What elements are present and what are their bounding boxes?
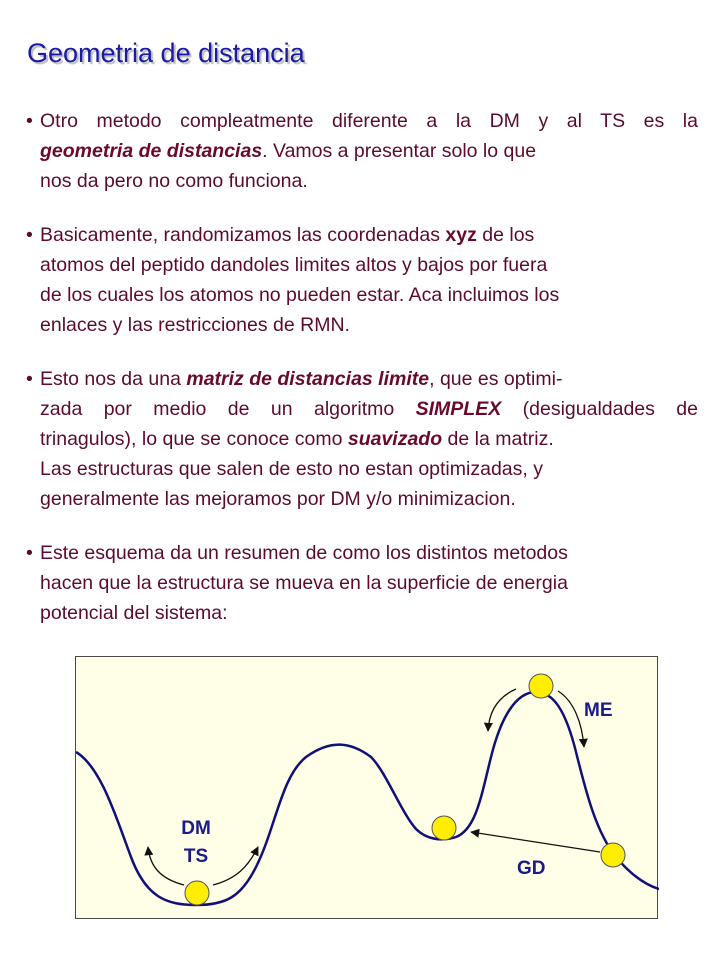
page-title: Geometria de distancia (27, 38, 305, 68)
bullet-1-line-2: . Vamos a presentar solo lo que (262, 140, 537, 162)
term-matriz: matriz de distancias limite (186, 368, 430, 390)
term-suavizado: suavizado (347, 428, 443, 450)
bullet-3-line-3a: trinagulos), lo que se conoce como (40, 428, 348, 450)
bullet-4-line-3: potencial del sistema: (40, 602, 228, 624)
label-ts: TS (183, 846, 209, 867)
ball-local-min (432, 816, 456, 840)
bullet-3-line-5: generalmente las mejoramos por DM y/o minimizacion. (40, 488, 516, 510)
energy-surface-diagram (76, 657, 659, 920)
bullet-3-line-3b: de la matriz. (442, 428, 554, 450)
bullet-3-line-1b: , que es optimi- (429, 368, 563, 390)
label-me: ME (584, 700, 613, 721)
bullet-2-line-3: de los cuales los atomos no pueden estar. Aca incluimos los (40, 284, 560, 306)
bullet-2 (26, 220, 698, 340)
bullet-dot: • (26, 542, 33, 564)
bullet-dot: • (26, 110, 33, 132)
energy-surface-figure (75, 656, 658, 919)
bullet-dot: • (26, 224, 33, 246)
term-simplex: SIMPLEX (415, 398, 502, 420)
label-gd: GD (517, 858, 546, 879)
bullet-3-line-1a: Esto nos da una (40, 368, 187, 390)
bullet-3-line-2a: zada por medio de un algoritmo (40, 398, 416, 420)
bullet-2-line-1b: de los (476, 224, 535, 246)
bullet-2-line-1a: Basicamente, randomizamos las coordenadas (40, 224, 446, 246)
ball-me (529, 674, 553, 698)
bullet-4-line-2: hacen que la estructura se mueva en la superficie de energia (40, 572, 568, 594)
arrow-me-right (558, 691, 584, 747)
label-dm-ts (170, 815, 222, 871)
bullet-2-line-2: atomos del peptido dandoles limites altos y bajos por fuera (40, 254, 548, 276)
ball-gd (601, 843, 625, 867)
bullet-3 (26, 364, 698, 514)
label-dm: DM (181, 818, 211, 839)
bullet-2-line-4: enlaces y las restricciones de RMN. (40, 314, 350, 336)
term-geometria: geometria de distancias (40, 140, 263, 162)
bullet-1-line-1: Otro metodo compleatmente diferente a la DM y al TS es la (40, 110, 698, 132)
bullet-3-line-4: Las estructuras que salen de esto no estan optimizadas, y (40, 458, 543, 480)
ball-dm (185, 881, 209, 905)
energy-curve (76, 692, 659, 905)
bullet-1-line-3: nos da pero no como funciona. (40, 170, 308, 192)
bullet-3-line-2b: (desigualdades de (522, 398, 699, 420)
arrow-gd (471, 832, 600, 852)
bullet-4-line-1: Este esquema da un resumen de como los distintos metodos (40, 542, 568, 564)
bullet-4 (26, 538, 698, 628)
term-xyz: xyz (445, 224, 477, 246)
bullet-1 (26, 106, 698, 196)
bullet-dot: • (26, 368, 33, 390)
